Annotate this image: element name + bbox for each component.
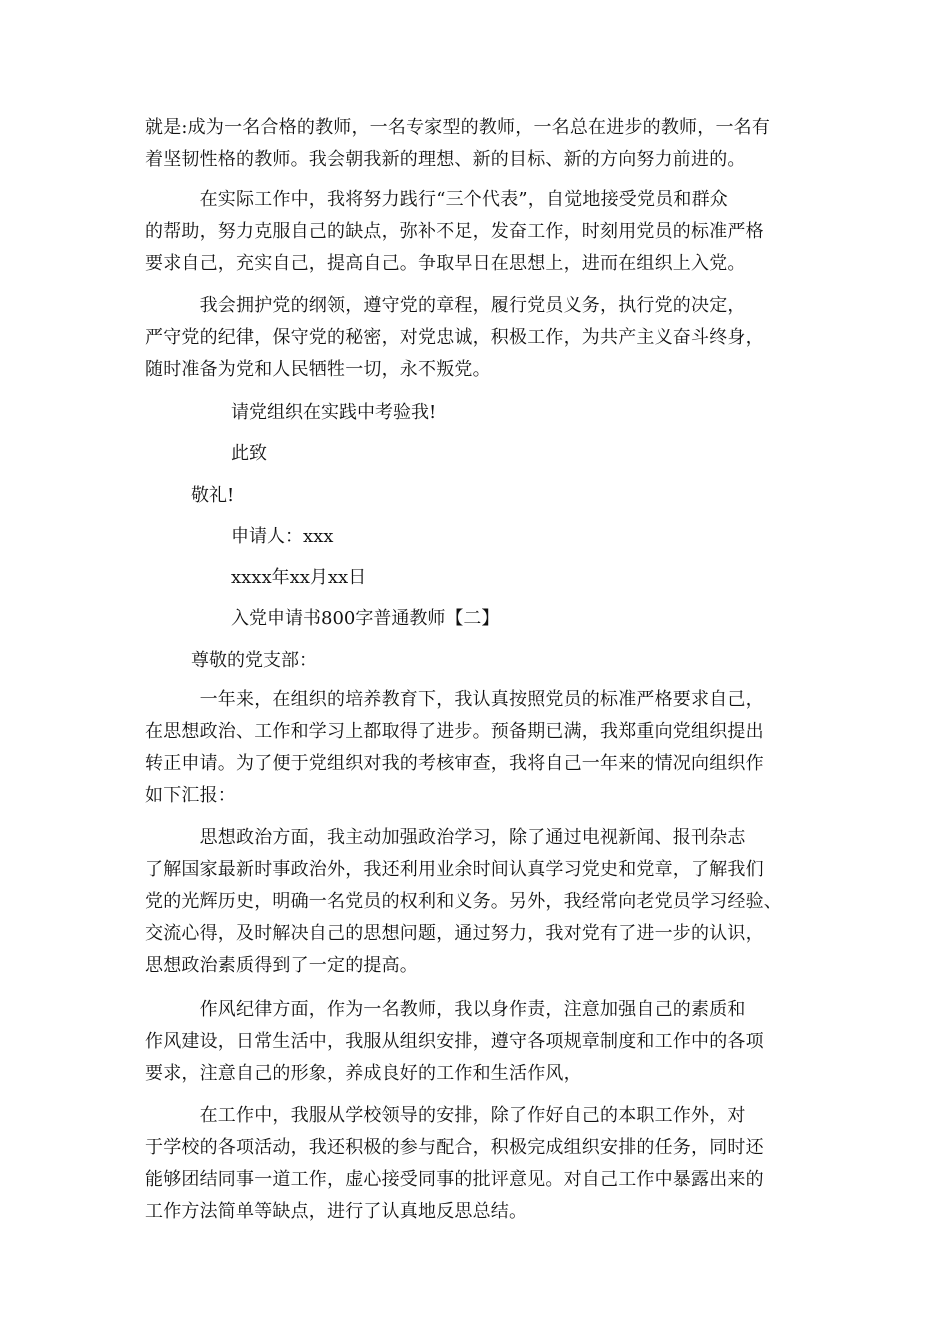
paragraph-line: 工作方法简单等缺点，进行了认真地反思总结。	[145, 1201, 528, 1222]
paragraph-line: 思想政治方面，我主动加强政治学习，除了通过电视新闻、报刊杂志	[145, 827, 746, 848]
paragraph-line: 于学校的各项活动，我还积极的参与配合，积极完成组织安排的任务，同时还	[145, 1137, 764, 1158]
paragraph-3	[145, 290, 815, 386]
paragraph-line: 要求，注意自己的形象，养成良好的工作和生活作风，	[145, 1063, 582, 1084]
paragraph-line: 交流心得，及时解决自己的思想问题，通过努力，我对党有了进一步的认识，	[145, 923, 764, 944]
date-line: xxxx年xx月xx日	[231, 567, 367, 588]
paragraph-7	[145, 1100, 815, 1228]
paragraph-6	[145, 994, 815, 1090]
paragraph-5	[145, 822, 815, 982]
paragraph-line: 要求自己，充实自己，提高自己。争取早日在思想上，进而在组织上入党。	[145, 253, 746, 274]
paragraph-line: 严守党的纪律，保守党的秘密，对党忠诚，积极工作，为共产主义奋斗终身，	[145, 327, 764, 348]
paragraph-line: 思想政治素质得到了一定的提高。	[145, 955, 418, 976]
paragraph-line: 作风纪律方面，作为一名教师，我以身作责，注意加强自己的素质和	[145, 999, 746, 1020]
paragraph-line: 一年来，在组织的培养教育下，我认真按照党员的标准严格要求自己，	[145, 689, 764, 710]
salutation-line-1: 此致	[231, 443, 267, 464]
paragraph-line: 能够团结同事一道工作，虚心接受同事的批评意见。对自己工作中暴露出来的	[145, 1169, 764, 1190]
paragraph-2	[145, 184, 815, 280]
salutation-line-2: 敬礼!	[191, 485, 235, 506]
paragraph-line: 了解国家最新时事政治外，我还利用业余时间认真学习党史和党章，了解我们	[145, 859, 764, 880]
paragraph-line: 的帮助，努力克服自己的缺点，弥补不足，发奋工作，时刻用党员的标准严格	[145, 221, 764, 242]
paragraph-4	[145, 684, 815, 812]
greeting-line: 尊敬的党支部：	[191, 650, 317, 671]
paragraph-line: 作风建设，日常生活中，我服从组织安排，遵守各项规章制度和工作中的各项	[145, 1031, 764, 1052]
paragraph-line: 在思想政治、工作和学习上都取得了进步。预备期已满，我郑重向党组织提出	[145, 721, 764, 742]
paragraph-line: 如下汇报：	[145, 785, 236, 806]
paragraph-line: 转正申请。为了便于党组织对我的考核审查，我将自己一年来的情况向组织作	[145, 753, 764, 774]
paragraph-line: 随时准备为党和人民牺牲一切，永不叛党。	[145, 359, 491, 380]
paragraph-line: 在工作中，我服从学校领导的安排，除了作好自己的本职工作外，对	[145, 1105, 746, 1126]
section-title: 入党申请书800字普通教师【二】	[231, 608, 500, 629]
paragraph-line: 在实际工作中，我将努力践行“三个代表”，自觉地接受党员和群众	[145, 189, 729, 210]
paragraph-1	[145, 112, 815, 176]
paragraph-line: 党的光辉历史，明确一名党员的权利和义务。另外，我经常向老党员学习经验、	[145, 891, 782, 912]
test-request-line: 请党组织在实践中考验我!	[231, 402, 437, 423]
paragraph-line: 着坚韧性格的教师。我会朝我新的理想、新的目标、新的方向努力前进的。	[145, 149, 746, 170]
applicant-line: 申请人：xxx	[231, 526, 334, 547]
paragraph-line: 就是:成为一名合格的教师，一名专家型的教师，一名总在进步的教师，一名有	[145, 117, 771, 138]
paragraph-line: 我会拥护党的纲领，遵守党的章程，履行党员义务，执行党的决定，	[145, 295, 746, 316]
